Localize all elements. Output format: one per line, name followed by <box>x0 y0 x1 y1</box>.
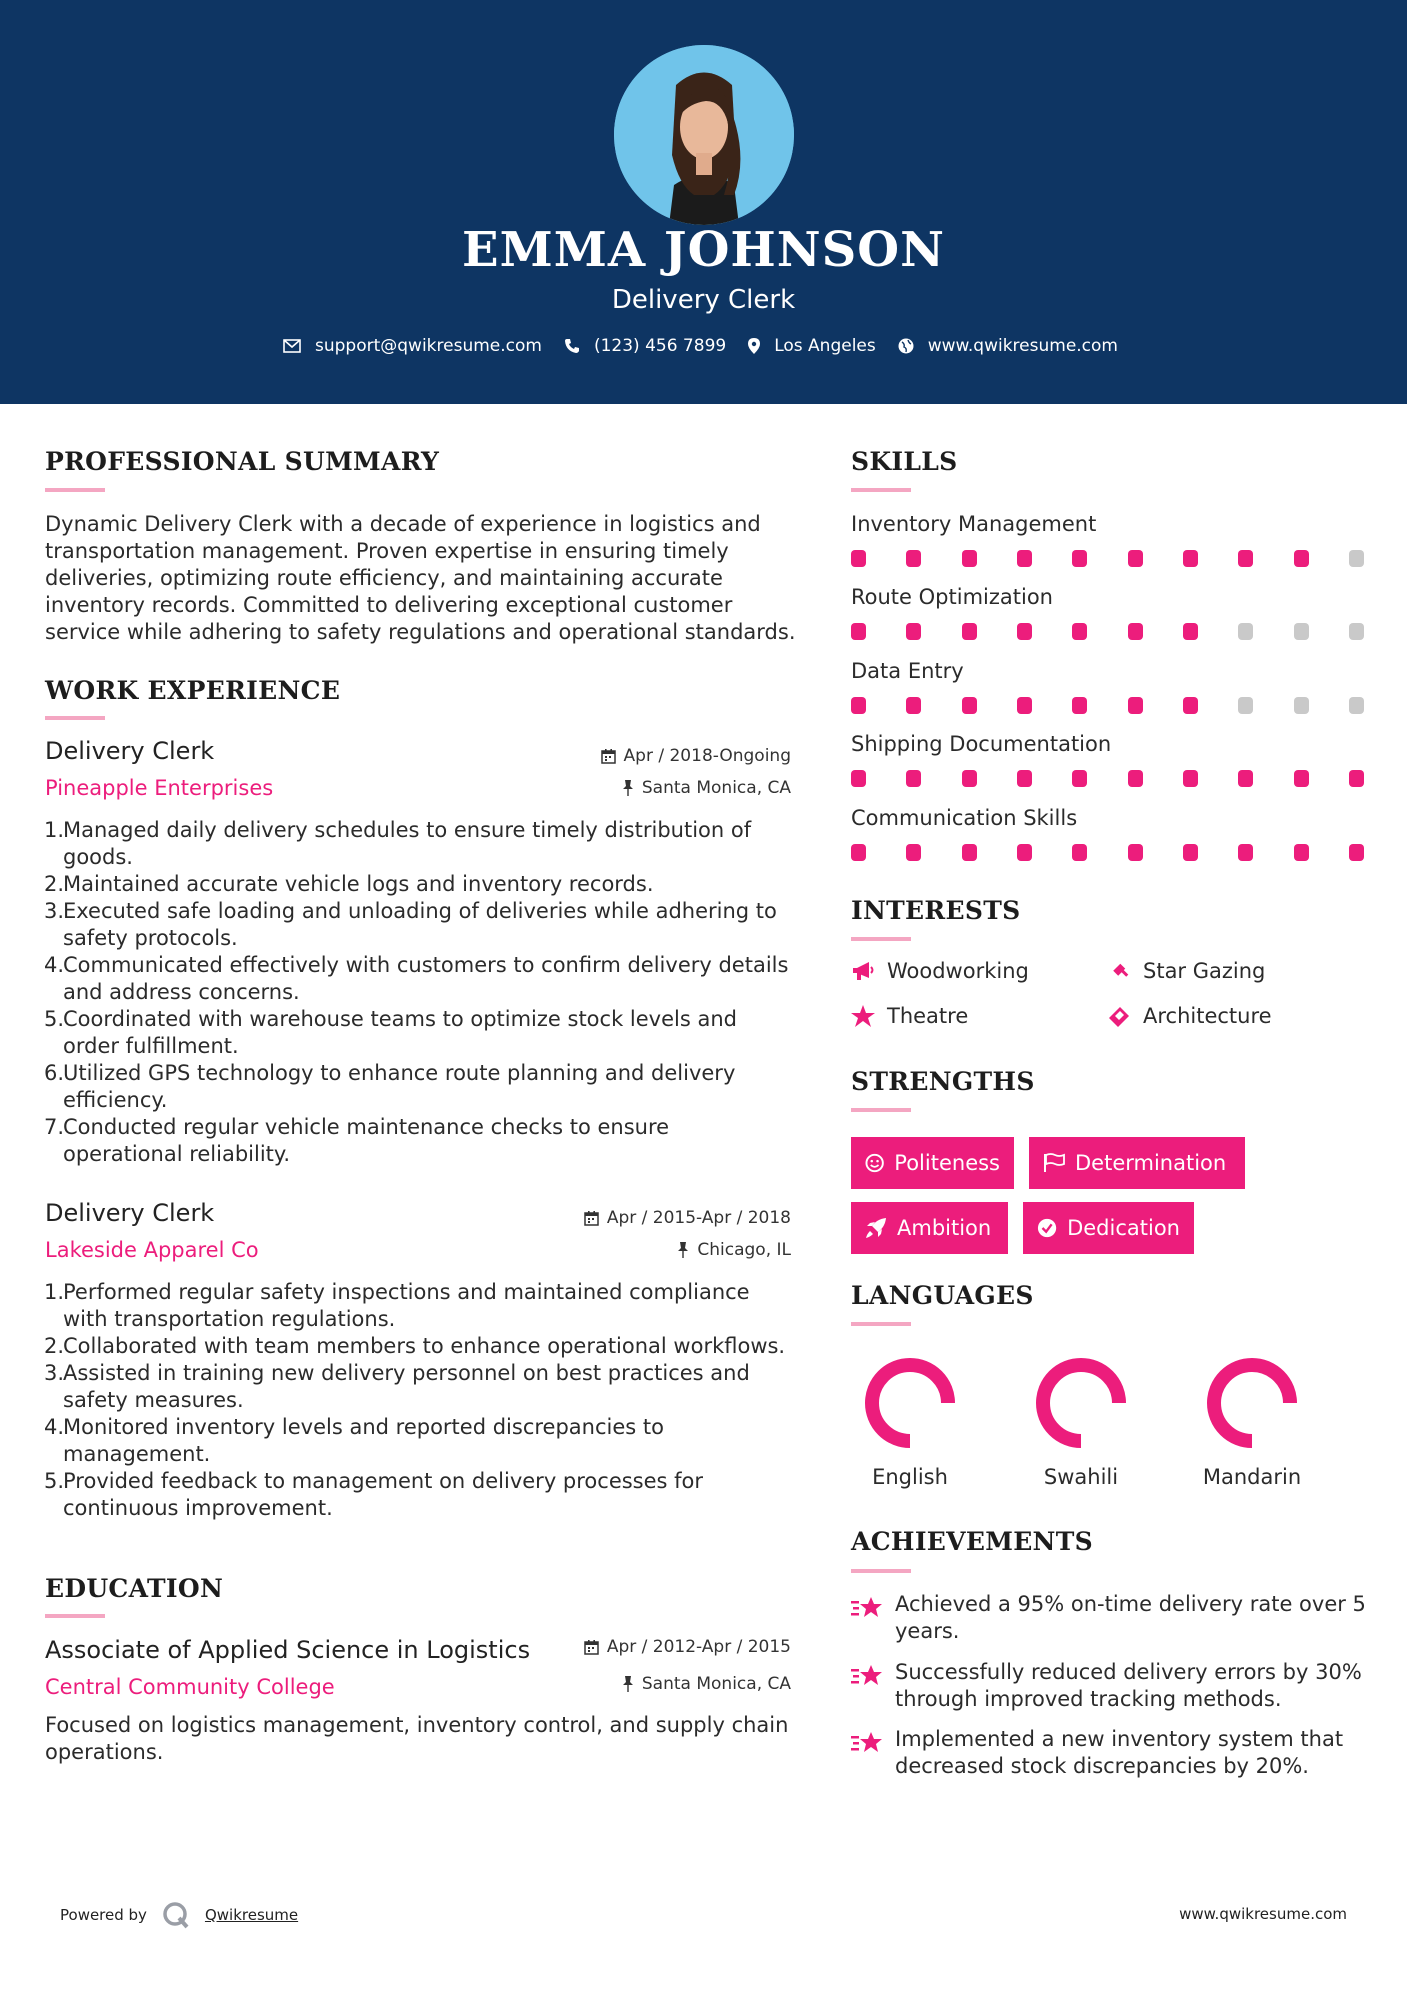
job-dates-text: Apr / 2015-Apr / 2018 <box>606 1208 791 1228</box>
contact-phone[interactable] <box>564 336 726 356</box>
skills-heading: SKILLS <box>851 447 958 476</box>
list-item: 3. Assisted in training new delivery personnel on best practices and safety measures. <box>44 1361 750 1412</box>
skill-dot-filled <box>1017 770 1032 787</box>
summary-text <box>45 511 805 646</box>
job-location-text: Santa Monica, CA <box>641 778 791 798</box>
interest-item <box>851 959 1029 983</box>
job-dates-text: Apr / 2018-Ongoing <box>623 746 791 766</box>
skill-dot-filled <box>1072 844 1087 861</box>
star-icon <box>851 1005 875 1027</box>
list-item: 4. Communicated effectively with customers to confirm delivery details and address concerns. <box>44 953 789 1004</box>
language-name: Swahili <box>1043 1465 1119 1489</box>
skill-dot-filled <box>1072 550 1087 567</box>
strengths-heading-underline <box>851 1108 911 1112</box>
skill-dot-filled <box>1294 770 1309 787</box>
language-gauge-mandarin <box>1192 1343 1312 1463</box>
education-heading-underline <box>45 1614 105 1618</box>
skill-dot-filled <box>962 697 977 714</box>
interest-label: Architecture <box>1143 1004 1272 1028</box>
candidate-title: Delivery Clerk <box>611 285 796 315</box>
skill-dot-filled <box>906 550 921 567</box>
strength-badge <box>851 1137 1014 1189</box>
job-location <box>622 778 791 798</box>
skill-dot-filled <box>906 697 921 714</box>
pushpin-icon <box>677 1242 689 1258</box>
strength-badge <box>1023 1202 1194 1254</box>
skill-name: Inventory Management <box>851 512 1097 536</box>
contact-website[interactable] <box>898 336 1118 356</box>
languages-heading: LANGUAGES <box>851 1281 1034 1310</box>
resume-header <box>0 0 1407 404</box>
strength-badge <box>851 1202 1008 1254</box>
job-title: Delivery Clerk <box>45 1199 215 1227</box>
powered-by-label: Powered by <box>60 1906 147 1924</box>
skill-rating <box>851 550 1364 568</box>
skill-dot-filled <box>1183 697 1198 714</box>
skill-dot-filled <box>1294 550 1309 567</box>
contact-location <box>748 336 876 356</box>
summary-line: Dynamic Delivery Clerk with a decade of experience in logistics and <box>45 512 761 536</box>
skill-name: Data Entry <box>851 659 964 683</box>
skill-dot-empty <box>1238 623 1253 640</box>
list-item: 7. Conducted regular vehicle maintenance checks to ensure operational reliability. <box>44 1115 670 1166</box>
gavel-icon <box>1107 960 1131 982</box>
education-description <box>45 1712 805 1766</box>
summary-heading-underline <box>45 488 105 492</box>
skills-heading-underline <box>851 488 911 492</box>
interests-heading: INTERESTS <box>851 896 1021 925</box>
skill-dot-empty <box>1349 623 1364 640</box>
summary-line: transportation management. Proven expertise in ensuring timely <box>45 539 729 563</box>
skill-dot-filled <box>1238 770 1253 787</box>
language-gauge-english <box>850 1343 970 1463</box>
interest-item <box>1107 959 1265 983</box>
footer-powered-by <box>60 1900 298 1930</box>
skill-dot-filled <box>962 623 977 640</box>
interest-item <box>851 1004 968 1028</box>
skill-dot-filled <box>851 697 866 714</box>
skill-dot-empty <box>1349 550 1364 567</box>
smile-icon <box>865 1153 884 1173</box>
skill-rating <box>851 697 1364 715</box>
company-name: Lakeside Apparel Co <box>45 1238 259 1262</box>
interest-item <box>1107 1004 1272 1028</box>
email-text: support@qwikresume.com <box>315 336 542 356</box>
education-dates-text: Apr / 2012-Apr / 2015 <box>606 1637 791 1657</box>
gauge-arc <box>1214 1365 1290 1441</box>
phone-icon <box>564 338 580 354</box>
education-location <box>622 1674 791 1694</box>
list-item: 2. Collaborated with team members to enhance operational workflows. <box>44 1334 786 1358</box>
company-name: Pineapple Enterprises <box>45 776 274 800</box>
strength-label: Determination <box>1075 1151 1227 1175</box>
contact-email[interactable] <box>283 336 542 356</box>
summary-line: deliveries, optimizing route efficiency, and maintaining accurate <box>45 566 723 590</box>
education-location-text: Santa Monica, CA <box>641 1674 791 1694</box>
person-silhouette-icon <box>614 45 794 225</box>
summary-heading: PROFESSIONAL SUMMARY <box>45 447 440 476</box>
language-name: English <box>872 1465 948 1489</box>
qwikresume-logo-icon <box>161 1900 191 1930</box>
skill-dot-filled <box>851 550 866 567</box>
skill-dot-filled <box>851 623 866 640</box>
flag-icon <box>1043 1153 1065 1173</box>
language-name: Mandarin <box>1202 1465 1302 1489</box>
list-item: 5. Provided feedback to management on delivery processes for continuous improvement. <box>44 1469 704 1520</box>
job-duties-list <box>44 817 794 1168</box>
skill-dot-filled <box>962 550 977 567</box>
calendar-icon <box>601 748 616 764</box>
language-gauge <box>1192 1343 1312 1467</box>
skill-dot-filled <box>1349 770 1364 787</box>
pushpin-icon <box>622 1676 634 1692</box>
achievement-item <box>851 1726 1371 1786</box>
list-item: 5. Coordinated with warehouse teams to optimize stock levels and order fulfillment. <box>44 1007 737 1058</box>
language-gauge <box>850 1343 970 1467</box>
strength-label: Ambition <box>897 1216 992 1240</box>
achievement-text: Successfully reduced delivery errors by 30% through improved tracking methods. <box>895 1660 1362 1711</box>
list-item: 3. Executed safe loading and unloading of deliveries while adhering to safety protocols. <box>44 899 777 950</box>
strength-label: Politeness <box>894 1151 1000 1175</box>
experience-heading: WORK EXPERIENCE <box>45 676 341 705</box>
footer-site[interactable]: www.qwikresume.com <box>1179 1905 1347 1923</box>
skill-dot-filled <box>1183 623 1198 640</box>
skill-name: Route Optimization <box>851 585 1053 609</box>
skill-dot-filled <box>1183 550 1198 567</box>
skill-dot-filled <box>1349 844 1364 861</box>
list-item: 1. Managed daily delivery schedules to ensure timely distribution of goods. <box>44 818 752 869</box>
skill-dot-filled <box>962 844 977 861</box>
skill-dot-filled <box>1017 844 1032 861</box>
skill-dot-empty <box>1294 623 1309 640</box>
interest-label: Star Gazing <box>1143 959 1266 983</box>
shooting-star-icon <box>851 1661 885 1689</box>
skill-dot-filled <box>1017 550 1032 567</box>
job-location <box>677 1240 791 1260</box>
skill-dot-filled <box>1238 550 1253 567</box>
achievements-heading-underline <box>851 1569 911 1573</box>
achievement-item <box>851 1591 1371 1651</box>
achievements-heading: ACHIEVEMENTS <box>851 1527 1093 1556</box>
education-dates <box>584 1637 791 1657</box>
skill-dot-empty <box>1294 697 1309 714</box>
education-line: operations. <box>45 1740 164 1764</box>
qwikresume-link[interactable]: Qwikresume <box>204 1906 299 1924</box>
skill-dot-filled <box>1238 844 1253 861</box>
location-text: Los Angeles <box>774 336 876 356</box>
envelope-icon <box>283 339 301 353</box>
bullhorn-icon <box>851 961 875 981</box>
list-item: 4. Monitored inventory levels and reported discrepancies to management. <box>44 1415 664 1466</box>
skill-dot-filled <box>1017 623 1032 640</box>
rocket-icon <box>865 1217 887 1239</box>
contact-bar <box>0 336 1407 356</box>
interest-label: Theatre <box>887 1004 969 1028</box>
achievement-item <box>851 1659 1371 1719</box>
website-text: www.qwikresume.com <box>927 336 1118 356</box>
skill-dot-filled <box>1072 770 1087 787</box>
gauge-arc <box>872 1365 948 1441</box>
skill-dot-filled <box>1294 844 1309 861</box>
language-gauge-swahili <box>1021 1343 1141 1463</box>
strengths-heading: STRENGTHS <box>851 1067 1035 1096</box>
skill-dot-filled <box>1072 623 1087 640</box>
skill-rating <box>851 844 1364 862</box>
interest-label: Woodworking <box>887 959 1029 983</box>
languages-heading-underline <box>851 1322 911 1326</box>
skill-dot-empty <box>1238 697 1253 714</box>
phone-text: (123) 456 7899 <box>593 336 727 356</box>
list-item: 2. Maintained accurate vehicle logs and inventory records. <box>44 872 654 896</box>
skill-dot-filled <box>906 770 921 787</box>
school-name: Central Community College <box>45 1675 335 1699</box>
skill-dot-filled <box>1128 697 1143 714</box>
degree-title: Associate of Applied Science in Logistics <box>45 1636 531 1664</box>
shooting-star-icon <box>851 1728 885 1756</box>
skill-dot-empty <box>1349 697 1364 714</box>
skill-dot-filled <box>906 623 921 640</box>
skill-dot-filled <box>1017 697 1032 714</box>
experience-heading-underline <box>45 716 105 720</box>
shooting-star-icon <box>851 1593 885 1621</box>
job-dates <box>584 1208 791 1228</box>
skill-name: Shipping Documentation <box>851 732 1112 756</box>
job-location-text: Chicago, IL <box>697 1240 791 1260</box>
language-gauge <box>1021 1343 1141 1467</box>
globe-icon <box>898 338 914 354</box>
candidate-name: EMMA JOHNSON <box>462 222 945 278</box>
skill-dot-filled <box>1128 550 1143 567</box>
summary-line: service while adhering to safety regulations and operational standards. <box>45 620 796 644</box>
skill-dot-filled <box>1183 770 1198 787</box>
check-circle-icon <box>1037 1217 1057 1239</box>
skill-dot-filled <box>1128 623 1143 640</box>
calendar-icon <box>584 1639 599 1655</box>
gauge-arc <box>1043 1365 1119 1441</box>
job-dates <box>601 746 791 766</box>
job-title: Delivery Clerk <box>45 737 215 765</box>
skill-rating <box>851 623 1364 641</box>
skill-dot-filled <box>1183 844 1198 861</box>
job-duties-list <box>44 1279 794 1522</box>
pushpin-icon <box>622 780 634 796</box>
education-heading: EDUCATION <box>45 1574 224 1603</box>
skill-rating <box>851 770 1364 788</box>
map-pin-icon <box>748 338 760 354</box>
skill-dot-filled <box>962 770 977 787</box>
interests-heading-underline <box>851 937 911 941</box>
skill-dot-filled <box>1128 844 1143 861</box>
list-item: 6. Utilized GPS technology to enhance route planning and delivery efficiency. <box>44 1061 736 1112</box>
achievement-text: Implemented a new inventory system that decreased stock discrepancies by 20%. <box>895 1727 1344 1778</box>
skill-dot-filled <box>851 770 866 787</box>
strength-label: Dedication <box>1067 1216 1180 1240</box>
skill-dot-filled <box>1072 697 1087 714</box>
strength-badge <box>1029 1137 1245 1189</box>
summary-line: inventory records. Committed to delivering exceptional customer <box>45 593 733 617</box>
skill-name: Communication Skills <box>851 806 1078 830</box>
education-line: Focused on logistics management, inventory control, and supply chain <box>45 1713 789 1737</box>
list-item: 1. Performed regular safety inspections and maintained compliance with transportation regulations. <box>44 1280 750 1331</box>
profile-photo <box>614 45 794 225</box>
achievement-text: Achieved a 95% on-time delivery rate over 5 years. <box>895 1592 1366 1643</box>
ticket-icon <box>1107 1005 1131 1027</box>
skill-dot-filled <box>1128 770 1143 787</box>
skill-dot-filled <box>851 844 866 861</box>
skill-dot-filled <box>906 844 921 861</box>
calendar-icon <box>584 1210 599 1226</box>
